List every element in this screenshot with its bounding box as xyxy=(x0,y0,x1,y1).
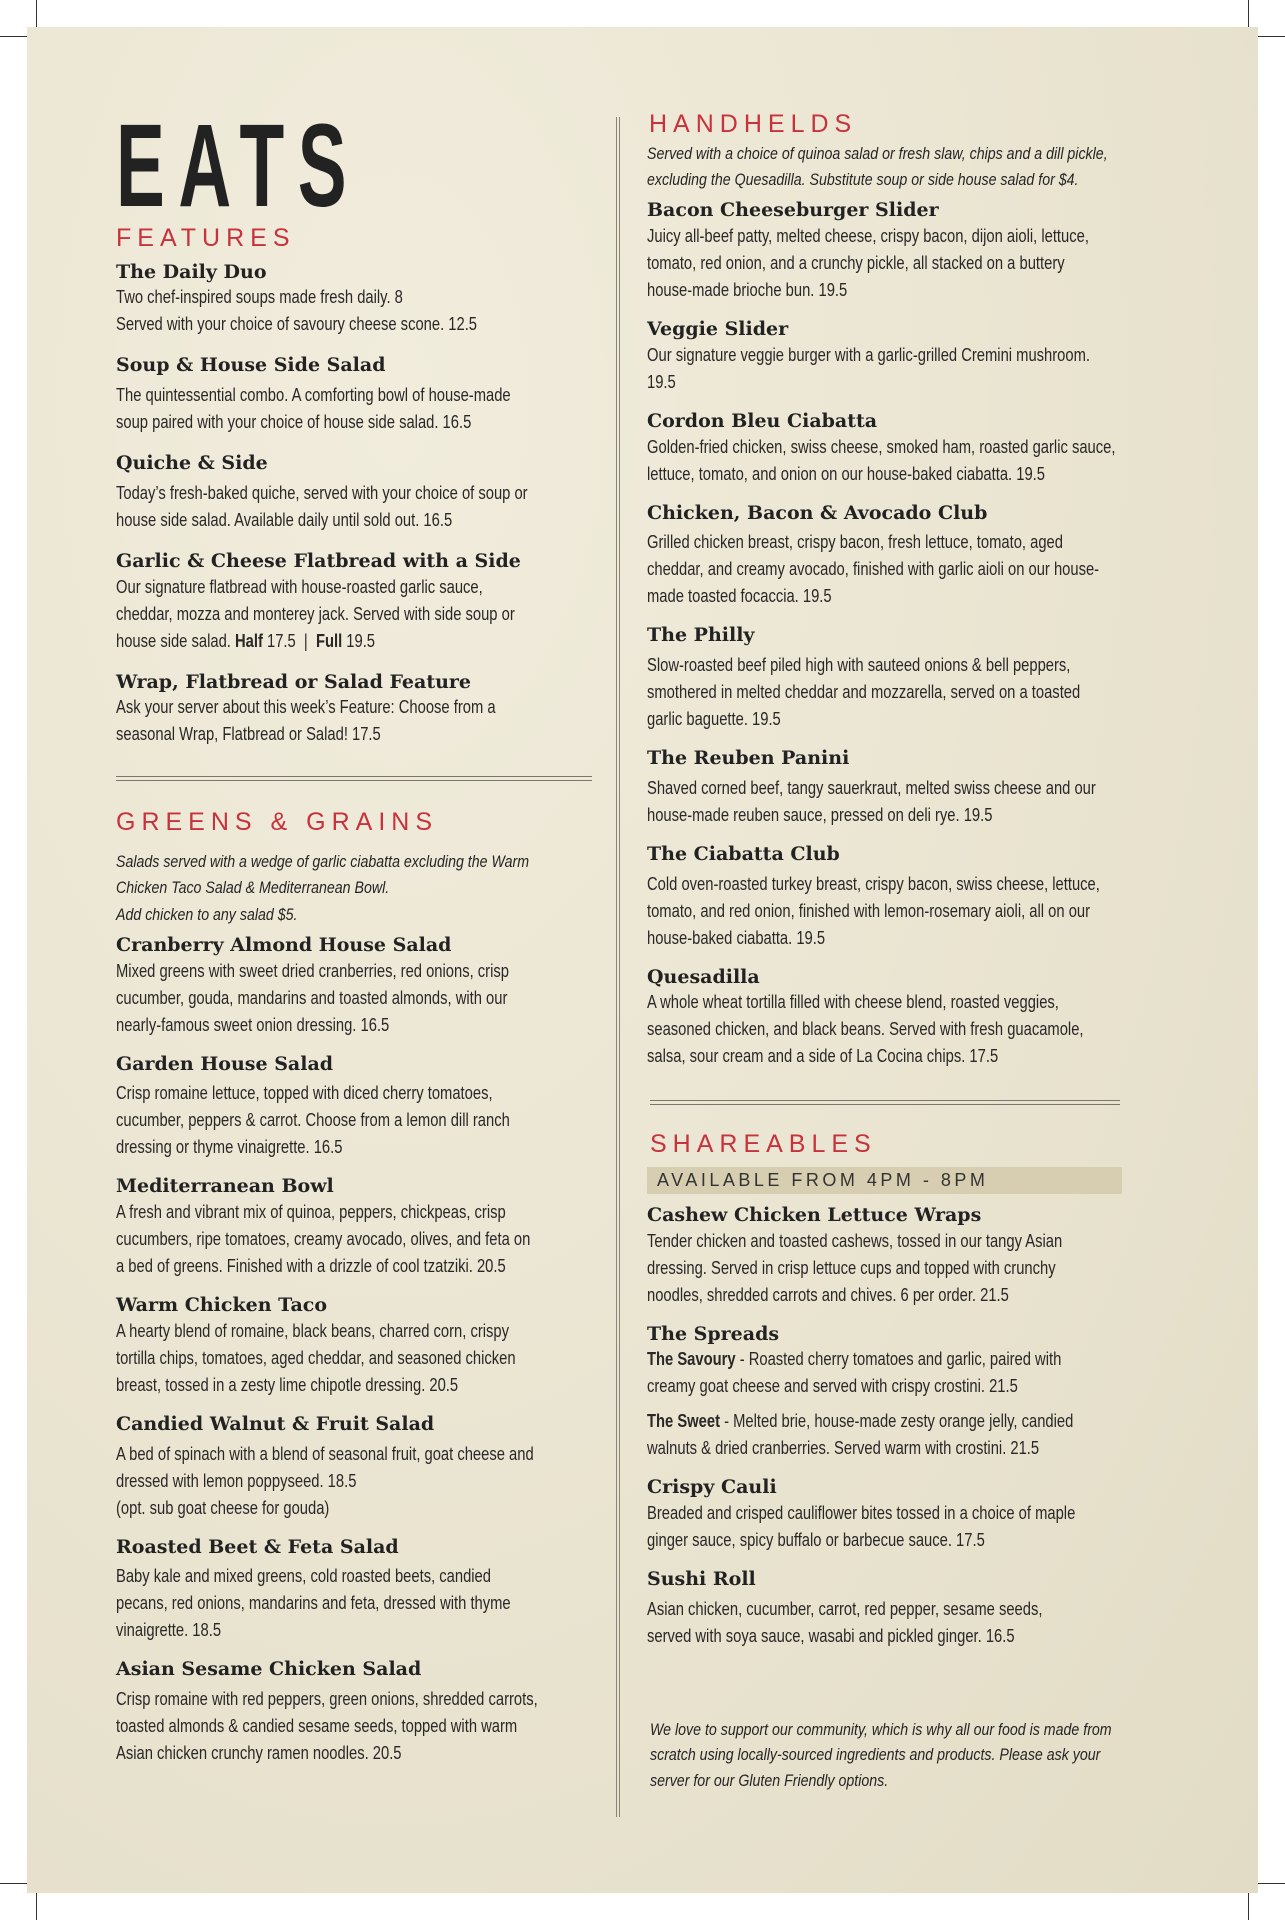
item-desc: tomato, red onion, and a crunchy pickle, all stacked on a buttery xyxy=(647,253,1065,274)
item-desc: toasted almonds & candied sesame seeds, topped with warm xyxy=(116,1716,518,1737)
right-column xyxy=(647,111,1207,1794)
item-desc: house-baked ciabatta. 19.5 xyxy=(647,927,826,948)
item-desc: (opt. sub goat cheese for gouda) xyxy=(116,1497,330,1518)
item-desc: The quintessential combo. A comforting bowl of house-made xyxy=(116,385,511,405)
item-name: Veggie Slider xyxy=(647,318,789,341)
item-desc: garlic baguette. 19.5 xyxy=(647,709,781,730)
item-name: Warm Chicken Taco xyxy=(116,1294,328,1317)
item-name: Soup & House Side Salad xyxy=(116,354,386,377)
item-desc: Golden-fried chicken, swiss cheese, smoked ham, roasted garlic sauce, xyxy=(647,436,1116,457)
item-desc: Served with your choice of savoury cheese scone. 12.5 xyxy=(116,314,478,335)
item-desc: Crisp romaine lettuce, topped with diced cherry tomatoes, xyxy=(116,1083,493,1104)
menu-item xyxy=(116,1658,621,1767)
menu-item xyxy=(116,1175,621,1280)
item-name: Chicken, Bacon & Avocado Club xyxy=(647,501,988,524)
item-desc: salsa, sour cream and a side of La Cocina chips. 17.5 xyxy=(647,1046,999,1067)
item-desc: creamy goat cheese and served with crispy crostini. 21.5 xyxy=(647,1376,1018,1397)
features-heading: FEATURES xyxy=(116,224,296,252)
menu-item xyxy=(647,318,1207,396)
item-desc: cheddar, and creamy avocado, finished with garlic aioli on our house- xyxy=(647,559,1100,580)
menu-item xyxy=(647,843,1207,952)
crop-mark xyxy=(1248,1890,1249,1920)
handhelds-heading: HANDHELDS xyxy=(649,110,858,138)
menu-title: EATS xyxy=(116,100,361,232)
item-desc: breast, tossed in a zesty lime chipotle dressing. 20.5 xyxy=(116,1374,459,1395)
item-desc: nearly-famous sweet onion dressing. 16.5 xyxy=(116,1014,390,1035)
item-name: Cashew Chicken Lettuce Wraps xyxy=(647,1203,982,1226)
section-divider xyxy=(116,776,592,781)
item-desc: A whole wheat tortilla filled with cheese blend, roasted veggies, xyxy=(647,992,1059,1013)
item-desc: cucumber, peppers & carrot. Choose from a lemon dill ranch xyxy=(116,1110,510,1131)
greens-note xyxy=(116,849,621,928)
item-name: Roasted Beet & Feta Salad xyxy=(116,1535,399,1558)
item-desc: pecans, red onions, mandarins and feta, dressed with thyme xyxy=(116,1593,511,1614)
item-desc: house-made brioche bun. 19.5 xyxy=(647,280,848,301)
savoury-label: The Savoury xyxy=(647,1349,736,1370)
item-desc: noodles, shredded carrots and chives. 6 per order. 21.5 xyxy=(647,1284,1009,1305)
crop-mark xyxy=(1255,36,1285,37)
item-desc: Shaved corned beef, tangy sauerkraut, melted swiss cheese and our xyxy=(647,777,1096,798)
item-name: Cranberry Almond House Salad xyxy=(116,933,452,956)
menu-item xyxy=(647,1476,1207,1554)
menu-item xyxy=(116,1536,621,1645)
item-name: Quiche & Side xyxy=(116,452,268,474)
item-desc: dressed with lemon poppyseed. 18.5 xyxy=(116,1470,357,1491)
menu-item xyxy=(116,261,621,339)
item-name: The Daily Duo xyxy=(116,260,267,283)
item-desc: walnuts & dried cranberries. Served warm with crostini. 21.5 xyxy=(647,1438,1040,1459)
item-name: Wrap, Flatbread or Salad Feature xyxy=(116,670,472,693)
menu-item xyxy=(116,1413,621,1522)
item-desc-price-line xyxy=(116,628,530,655)
item-name: The Reuben Panini xyxy=(647,747,850,770)
item-name: Garden House Salad xyxy=(116,1052,334,1075)
item-desc: lettuce, tomato, and onion on our house-baked ciabatta. 19.5 xyxy=(647,463,1045,484)
item-desc: Our signature flatbread with house-roasted garlic sauce, xyxy=(116,576,483,597)
item-desc: soup paired with your choice of house side salad. 16.5 xyxy=(116,412,472,432)
menu-item xyxy=(116,1053,621,1162)
item-name: The Ciabatta Club xyxy=(647,842,840,865)
note-line: Salads served with a wedge of garlic ciabatta excluding the Warm xyxy=(116,852,530,871)
crop-mark xyxy=(1255,1883,1285,1884)
item-desc: Crisp romaine with red peppers, green onions, shredded carrots, xyxy=(116,1689,538,1710)
menu-item xyxy=(116,354,621,436)
footer-line: scratch using locally-sourced ingredients and products. Please ask your xyxy=(650,1746,1101,1765)
item-desc xyxy=(647,1408,1106,1435)
item-desc xyxy=(647,1346,1106,1373)
crop-mark xyxy=(1248,0,1249,30)
note-line: Add chicken to any salad $5. xyxy=(116,905,298,924)
crop-mark xyxy=(36,0,37,30)
item-desc: dressing or thyme vinaigrette. 16.5 xyxy=(116,1137,343,1158)
item-desc-text: house side salad. xyxy=(116,630,235,651)
menu-item xyxy=(647,966,1207,1071)
crop-mark xyxy=(0,1883,30,1884)
item-desc: served with soya sauce, wasabi and pickled ginger. 16.5 xyxy=(647,1625,1015,1646)
item-name: Crispy Cauli xyxy=(647,1476,777,1499)
menu-page xyxy=(27,27,1258,1893)
item-desc: A bed of spinach with a blend of seasonal fruit, goat cheese and xyxy=(116,1443,534,1464)
item-desc: Ask your server about this week’s Feature: Choose from a xyxy=(116,697,496,718)
menu-item xyxy=(116,1294,621,1399)
item-name: Asian Sesame Chicken Salad xyxy=(116,1658,422,1681)
left-column xyxy=(116,100,621,1767)
menu-item xyxy=(647,1568,1207,1650)
note-line: Chicken Taco Salad & Mediterranean Bowl. xyxy=(116,879,390,898)
shareables-heading: SHAREABLES xyxy=(650,1130,877,1159)
item-desc: made toasted focaccia. 19.5 xyxy=(647,586,832,607)
menu-item xyxy=(116,671,621,749)
item-desc: cucumber, gouda, mandarins and toasted almonds, with our xyxy=(116,987,508,1008)
item-desc: 19.5 xyxy=(647,371,676,392)
item-desc: Baby kale and mixed greens, cold roasted beets, candied xyxy=(116,1566,491,1587)
item-desc: seasoned chicken, and black beans. Served with fresh guacamole, xyxy=(647,1019,1084,1040)
menu-item xyxy=(647,624,1207,733)
item-desc: dressing. Served in crisp lettuce cups and topped with crunchy xyxy=(647,1257,1056,1278)
item-name: Garlic & Cheese Flatbread with a Side xyxy=(116,549,521,572)
menu-item xyxy=(116,550,621,655)
item-desc: tomato, and red onion, finished with lemon-rosemary aioli, all on our xyxy=(647,900,1091,921)
item-desc: vinaigrette. 18.5 xyxy=(116,1620,222,1641)
item-desc: Cold oven-roasted turkey breast, crispy bacon, swiss cheese, lettuce, xyxy=(647,873,1100,894)
item-name: Candied Walnut & Fruit Salad xyxy=(116,1412,435,1435)
sweet-text: - Melted brie, house-made zesty orange jelly, candied xyxy=(720,1411,1074,1432)
item-desc: Two chef-inspired soups made fresh daily. 8 xyxy=(116,287,403,308)
sweet-label: The Sweet xyxy=(647,1411,721,1432)
crop-mark xyxy=(0,36,30,37)
handhelds-note xyxy=(647,141,1207,194)
footer-line: server for our Gluten Friendly options. xyxy=(650,1771,889,1790)
footer-line: We love to support our community, which is why all our food is made from xyxy=(650,1720,1112,1739)
item-desc: tortilla chips, tomatoes, aged cheddar, and seasoned chicken xyxy=(116,1347,516,1368)
item-desc: cheddar, mozza and monterey jack. Served with side soup or xyxy=(116,603,515,624)
item-desc: cucumbers, ripe tomatoes, creamy avocado, olives, and feta on xyxy=(116,1229,531,1250)
item-desc: A hearty blend of romaine, black beans, charred corn, crispy xyxy=(116,1320,509,1341)
menu-item xyxy=(647,747,1207,829)
item-desc: Asian chicken crunchy ramen noodles. 20.5 xyxy=(116,1743,402,1764)
menu-item xyxy=(647,502,1207,611)
item-desc: Mixed greens with sweet dried cranberries, red onions, crisp xyxy=(116,960,509,981)
item-name: Quesadilla xyxy=(647,965,760,988)
availability-banner: AVAILABLE FROM 4PM - 8PM xyxy=(647,1167,1122,1194)
menu-item xyxy=(116,452,621,534)
crop-mark xyxy=(36,1890,37,1920)
note-line: excluding the Quesadilla. Substitute soup or side house salad for $4. xyxy=(647,170,1079,189)
item-desc: seasonal Wrap, Flatbread or Salad! 17.5 xyxy=(116,724,381,745)
full-label: Full xyxy=(315,630,343,651)
item-desc: Juicy all-beef patty, melted cheese, crispy bacon, dijon aioli, lettuce, xyxy=(647,226,1089,247)
item-desc: house side salad. Available daily until sold out. 16.5 xyxy=(116,509,453,530)
item-name: The Philly xyxy=(647,624,755,647)
footer-note xyxy=(650,1718,1207,1795)
item-name: Cordon Bleu Ciabatta xyxy=(647,409,878,432)
item-name: The Spreads xyxy=(647,1322,780,1345)
item-name: Mediterranean Bowl xyxy=(116,1175,334,1198)
item-desc: Breaded and crisped cauliflower bites tossed in a choice of maple xyxy=(647,1503,1076,1524)
half-price: 17.5 | xyxy=(262,630,316,651)
item-desc: Slow-roasted beef piled high with sauteed onions & bell peppers, xyxy=(647,655,1071,676)
full-price: 19.5 xyxy=(342,630,376,651)
note-line: Served with a choice of quinoa salad or fresh slaw, chips and a dill pickle, xyxy=(647,144,1108,163)
savoury-text: - Roasted cherry tomatoes and garlic, paired with xyxy=(735,1349,1062,1370)
item-desc: Tender chicken and toasted cashews, tossed in our tangy Asian xyxy=(647,1230,1063,1251)
item-desc: a bed of greens. Finished with a drizzle of cool tzatziki. 20.5 xyxy=(116,1256,506,1277)
item-desc: Our signature veggie burger with a garlic-grilled Cremini mushroom. xyxy=(647,344,1090,365)
item-desc: house-made reuben sauce, pressed on deli rye. 19.5 xyxy=(647,804,993,825)
item-name: Bacon Cheeseburger Slider xyxy=(647,199,939,222)
menu-item xyxy=(647,199,1207,304)
menu-item xyxy=(647,1323,1207,1463)
item-desc: ginger sauce, spicy buffalo or barbecue sauce. 17.5 xyxy=(647,1530,985,1551)
item-desc: Today’s fresh-baked quiche, served with your choice of soup or xyxy=(116,482,528,503)
half-label: Half xyxy=(234,630,263,651)
greens-heading: GREENS & GRAINS xyxy=(116,808,438,837)
section-divider xyxy=(650,1100,1120,1105)
item-desc: Asian chicken, cucumber, carrot, red pepper, sesame seeds, xyxy=(647,1598,1043,1619)
menu-item xyxy=(116,934,621,1039)
item-desc: A fresh and vibrant mix of quinoa, peppers, chickpeas, crisp xyxy=(116,1202,506,1223)
item-desc: Grilled chicken breast, crispy bacon, fresh lettuce, tomato, aged xyxy=(647,532,1063,553)
menu-item xyxy=(647,1204,1207,1309)
item-desc: smothered in melted cheddar and mozzarella, served on a toasted xyxy=(647,682,1081,703)
menu-item xyxy=(647,410,1207,488)
item-name: Sushi Roll xyxy=(647,1568,756,1591)
